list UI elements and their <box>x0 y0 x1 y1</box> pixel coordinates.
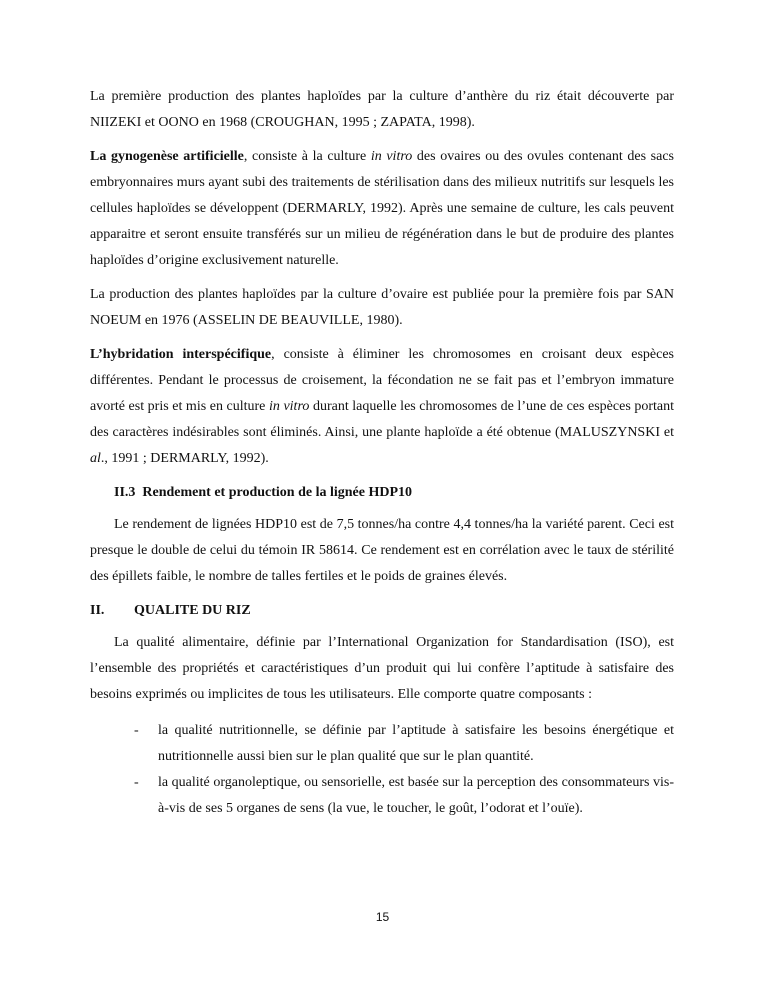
section-title-2-3: Rendement et production de la lignée HDP10 <box>142 485 413 500</box>
paragraph-yield: Le rendement de lignées HDP10 est de 7,5 tonnes/ha contre 4,4 tonnes/ha la variété parent. Ceci est presque le double de celui du témoin IR 58614. Ce rendement est en corrélation avec le taux de stérilité des épillets faible, le nombre de talles fertiles et le poids de graines élevés. <box>90 517 674 584</box>
document-page <box>90 84 674 822</box>
section-heading-ii: II. QUALITE DU RIZ <box>90 603 251 618</box>
paragraph-quality: La qualité alimentaire, définie par l’International Organization for Standardisation (ISO), est l’ensemble des propriétés et caractéristiques d’un produit qui lui confère l’aptitude à satisfaire des besoins exprimés ou implicites de tous les utilisateurs. Elle comporte quatre composants : <box>90 635 674 702</box>
page-number: 15 <box>375 910 390 924</box>
paragraph-gynogenesis: La gynogenèse artificielle, consiste à la culture in vitro des ovaires ou des ovules contenant des sacs embryonnaires murs ayant subi des traitements de stérilisation dans des milieux nutritifs sur lesquels les cellules haploïdes se développent (DERMARLY, 1992). Après une semaine de culture, les cals peuvent apparaitre et seront ensuite transférés sur un milieu de régénération dans le but de produire des plantes haploïdes d’origine exclusivement naturelle. <box>90 149 675 268</box>
section-heading-2-3: II.3 Rendement et production de la lignée HDP10 <box>114 485 413 500</box>
list-item: - la qualité organoleptique, ou sensorielle, est basée sur la perception des consommateurs vis-à-vis de ses 5 organes de sens (la vue, le toucher, le goût, l’odorat et l’ouïe). <box>134 775 674 816</box>
quality-list <box>90 718 674 822</box>
paragraph-ovary-culture: La production des plantes haploïdes par la culture d’ovaire est publiée pour la première fois par SAN NOEUM en 1976 (ASSELIN DE BEAUVILLE, 1980). <box>90 287 674 328</box>
paragraph-anther-culture: La première production des plantes haploïdes par la culture d’anthère du riz était découverte par NIIZEKI et OONO en 1968 (CROUGHAN, 1995 ; ZAPATA, 1998). <box>90 89 674 130</box>
paragraph-hybridization: L’hybridation interspécifique, consiste à éliminer les chromosomes en croisant deux espèces différentes. Pendant le processus de croisement, la fécondation ne se fait pas et l’embryon immature avorté est pris et mis en culture in vitro durant laquelle les chromosomes de l’une de ces espèces portant des caractères indésirables sont éliminés. Ainsi, une plante haploïde a été obtenue (MALUSZYNSKI et al., 1991 ; DERMARLY, 1992). <box>90 347 675 466</box>
term-hybridization: L’hybridation interspécifique <box>90 347 272 362</box>
list-item: - la qualité nutritionnelle, se définie par l’aptitude à satisfaire les besoins énergétique et nutritionnelle aussi bien sur le plan qualité que sur le plan quantité. <box>134 723 674 764</box>
term-gynogenesis: La gynogenèse artificielle <box>90 149 244 164</box>
section-title-ii: QUALITE DU RIZ <box>134 603 251 618</box>
